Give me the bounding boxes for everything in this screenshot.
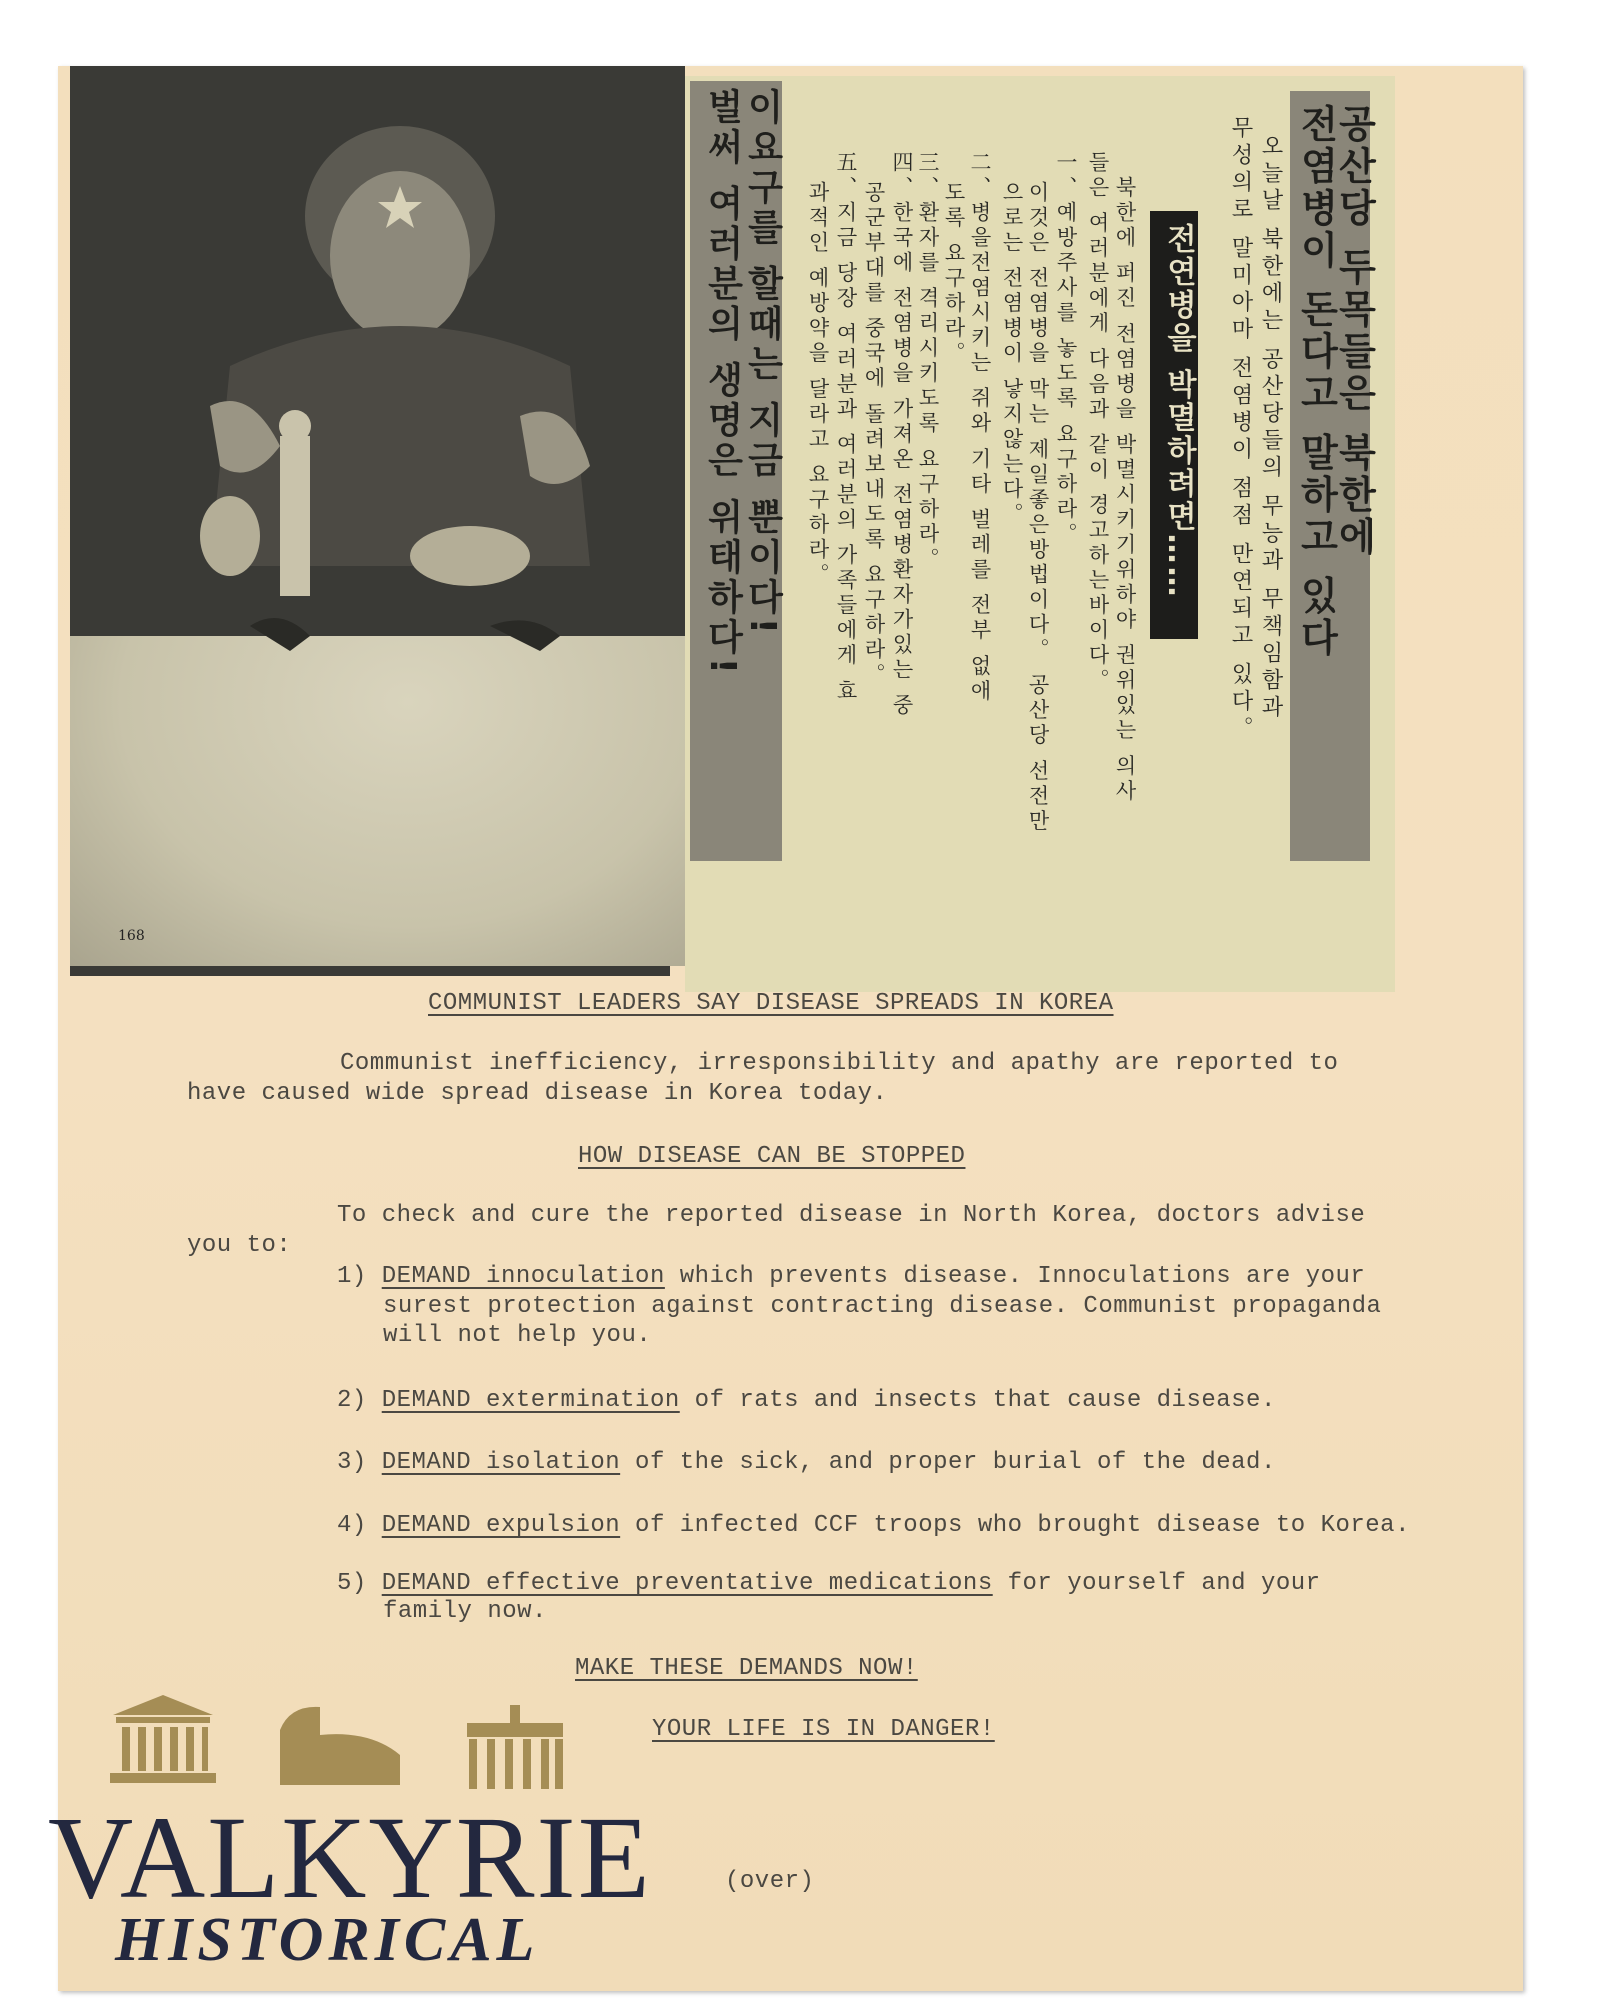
- demand-item-1-cont: will not help you.: [383, 1322, 652, 1349]
- section-subtitle: HOW DISEASE CAN BE STOPPED: [578, 1143, 966, 1170]
- over-note: (over): [725, 1868, 815, 1895]
- call-to-action-2: YOUR LIFE IS IN DANGER!: [652, 1716, 995, 1743]
- watermark-subtitle: HISTORICAL: [115, 1906, 540, 1974]
- illustration-floor: [70, 636, 685, 966]
- propaganda-illustration: [70, 66, 685, 966]
- body-line: 들은 여러분에게 다음과 같이 경고하는바이다。: [1086, 151, 1110, 694]
- demand-item-1: 1) DEMAND innoculation which prevents disease. Innoculations are your: [337, 1263, 1366, 1290]
- subheading-box: [1150, 211, 1198, 639]
- body-line: 이것은 전염병을 막는 제일좋은방법이다。 공산당 선전만: [1026, 181, 1050, 835]
- body-line: 공군부대를 중국에 돌려보내도록 요구하라。: [862, 181, 886, 689]
- demand-item-3: 3) DEMAND isolation of the sick, and proper burial of the dead.: [337, 1449, 1276, 1476]
- body-line: 二、병을전염시키는 쥐와 기타 벌레를 전부 없애: [968, 151, 992, 705]
- demand-item-1-cont: surest protection against contracting disease. Communist propaganda: [383, 1293, 1382, 1320]
- demand-item-2: 2) DEMAND extermination of rats and insects that cause disease.: [337, 1387, 1276, 1414]
- warning-line-2: 벌써 여러분의 생명은 위태하다!: [702, 88, 743, 679]
- intro-line-1: Communist inefficiency, irresponsibility and apathy are reported to: [340, 1050, 1339, 1077]
- headline-line-1: 공산당 두목들은 북한에: [1332, 104, 1376, 559]
- body-line: 四、한국에 전염병을 가져온 전염병환자가있는 중: [890, 151, 914, 719]
- demand-item-5: 5) DEMAND effective preventative medications for yourself and your: [337, 1570, 1321, 1597]
- body-line: 三、환자를 격리시키도록 요구하라。: [916, 151, 940, 573]
- korean-leaflet-text: [685, 76, 1395, 992]
- demand-item-5-cont: family now.: [383, 1598, 547, 1625]
- demand-item-4: 4) DEMAND expulsion of infected CCF troops who brought disease to Korea.: [337, 1512, 1410, 1539]
- colosseum-icon: [280, 1705, 400, 1785]
- body-line: 과적인 예방약을 달라고 요구하라。: [806, 181, 830, 589]
- call-to-action-1: MAKE THESE DEMANDS NOW!: [575, 1655, 918, 1682]
- intro-line-1: 오늘날 북한에는 공산당들의 무능과 무책임함과: [1258, 134, 1283, 722]
- intro-line-2: have caused wide spread disease in Korea today.: [187, 1080, 888, 1107]
- body-line: 으로는 전염병이 낳지않는다。: [1000, 181, 1024, 528]
- subheading: 전연병을 박멸하려면……: [1161, 223, 1196, 600]
- advice-line-1: To check and cure the reported disease in North Korea, doctors advise: [337, 1202, 1366, 1229]
- body-line: 도록 요구하라。: [942, 181, 966, 367]
- clipping-edge: [70, 966, 670, 976]
- body-line: 五、지금 당장 여러분과 여러분의 가족들에게 효: [834, 151, 858, 705]
- advice-line-2: you to:: [187, 1232, 292, 1259]
- body-line: 一、예방주사를 놓도록 요구하라。: [1054, 151, 1078, 548]
- headline-line-2: 전염병이 돈다고 말하고 있다: [1294, 104, 1338, 660]
- intro-line-2: 무성의로 말미아마 전염병이 점점 만연되고 있다。: [1228, 116, 1253, 743]
- plate-number: 168: [118, 928, 145, 944]
- communist-giant-figure: [190, 106, 610, 666]
- brandenburg-gate-icon: [465, 1705, 565, 1790]
- warning-line-1: 이요구를 할때는 지금 뿐이다!: [742, 88, 783, 639]
- body-line: 북한에 퍼진 전염병을 박멸시키기위하야 권위있는 의사: [1113, 176, 1137, 805]
- document-title: COMMUNIST LEADERS SAY DISEASE SPREADS IN KOREA: [428, 990, 1114, 1017]
- watermark-brand: VALKYRIE: [48, 1792, 652, 1923]
- temple-icon: [108, 1695, 218, 1785]
